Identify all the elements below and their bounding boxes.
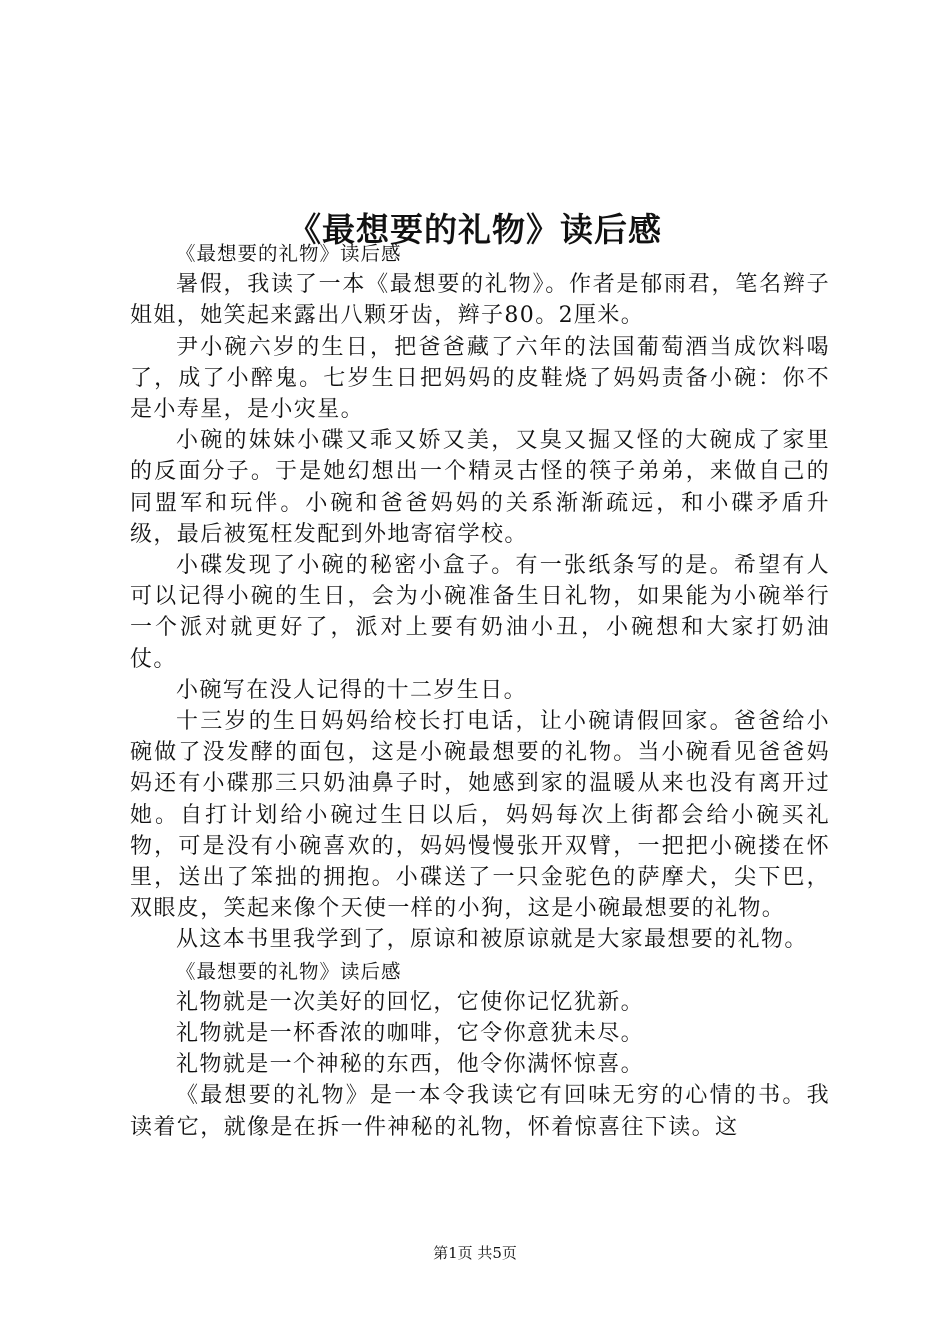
document-body	[130, 238, 830, 1143]
paragraph: 十三岁的生日妈妈给校长打电话，让小碗请假回家。爸爸给小碗做了没发酵的面包，这是小碗最想要的礼物。当小碗看见爸爸妈妈还有小碟那三只奶油鼻子时，她感到家的温暖从来也没有离开过她。自打计划给小碗过生日以后，妈妈每次上街都会给小碗买礼物，可是没有小碗喜欢的，妈妈慢慢张开双臂，一把把小碗搂在怀里，送出了笨拙的拥抱。小碟送了一只金驼色的萨摩犬，尖下巴，双眼皮，笑起来像个天使一样的小狗，这是小碗最想要的礼物。	[130, 709, 830, 922]
paragraph: 小碟发现了小碗的秘密小盒子。有一张纸条写的是。希望有人可以记得小碗的生日，会为小碗准备生日礼物，如果能为小碗举行一个派对就更好了，派对上要有奶油小丑，小碗想和大家打奶油仗。	[130, 553, 830, 672]
paragraph: 《最想要的礼物》读后感	[176, 959, 402, 983]
paragraph: 礼物就是一次美好的回忆，它使你记忆犹新。	[176, 989, 645, 1015]
paragraph: 礼物就是一杯香浓的咖啡，它令你意犹未尽。	[176, 1021, 645, 1047]
page-footer: 第1页 共5页	[433, 1244, 517, 1262]
paragraph: 小碗写在没人记得的十二岁生日。	[176, 677, 528, 703]
paragraph: 小碗的妹妹小碟又乖又娇又美，又臭又掘又怪的大碗成了家里的反面分子。于是她幻想出一个精灵古怪的筷子弟弟，来做自己的同盟军和玩伴。小碗和爸爸妈妈的关系渐渐疏远，和小碟矛盾升级，最后被冤枉发配到外地寄宿学校。	[130, 428, 830, 547]
paragraph: 暑假，我读了一本《最想要的礼物》。作者是郁雨君，笔名辫子姐姐，她笑起来露出八颗牙齿，辫子80。2厘米。	[130, 272, 830, 329]
paragraph: 尹小碗六岁的生日，把爸爸藏了六年的法国葡萄酒当成饮料喝了，成了小醉鬼。七岁生日把妈妈的皮鞋烧了妈妈责备小碗：你不是小寿星，是小灾星。	[130, 334, 830, 423]
paragraph: 《最想要的礼物》读后感	[176, 242, 402, 265]
paragraph: 《最想要的礼物》是一本令我读它有回味无穷的心情的书。我读着它，就像是在拆一件神秘的礼物，怀着惊喜往下读。这	[130, 1083, 830, 1140]
paragraph: 礼物就是一个神秘的东西，他令你满怀惊喜。	[176, 1052, 645, 1078]
paragraph: 从这本书里我学到了，原谅和被原谅就是大家最想要的礼物。	[176, 927, 808, 953]
page-title: 《最想要的礼物》读后感	[288, 210, 662, 250]
